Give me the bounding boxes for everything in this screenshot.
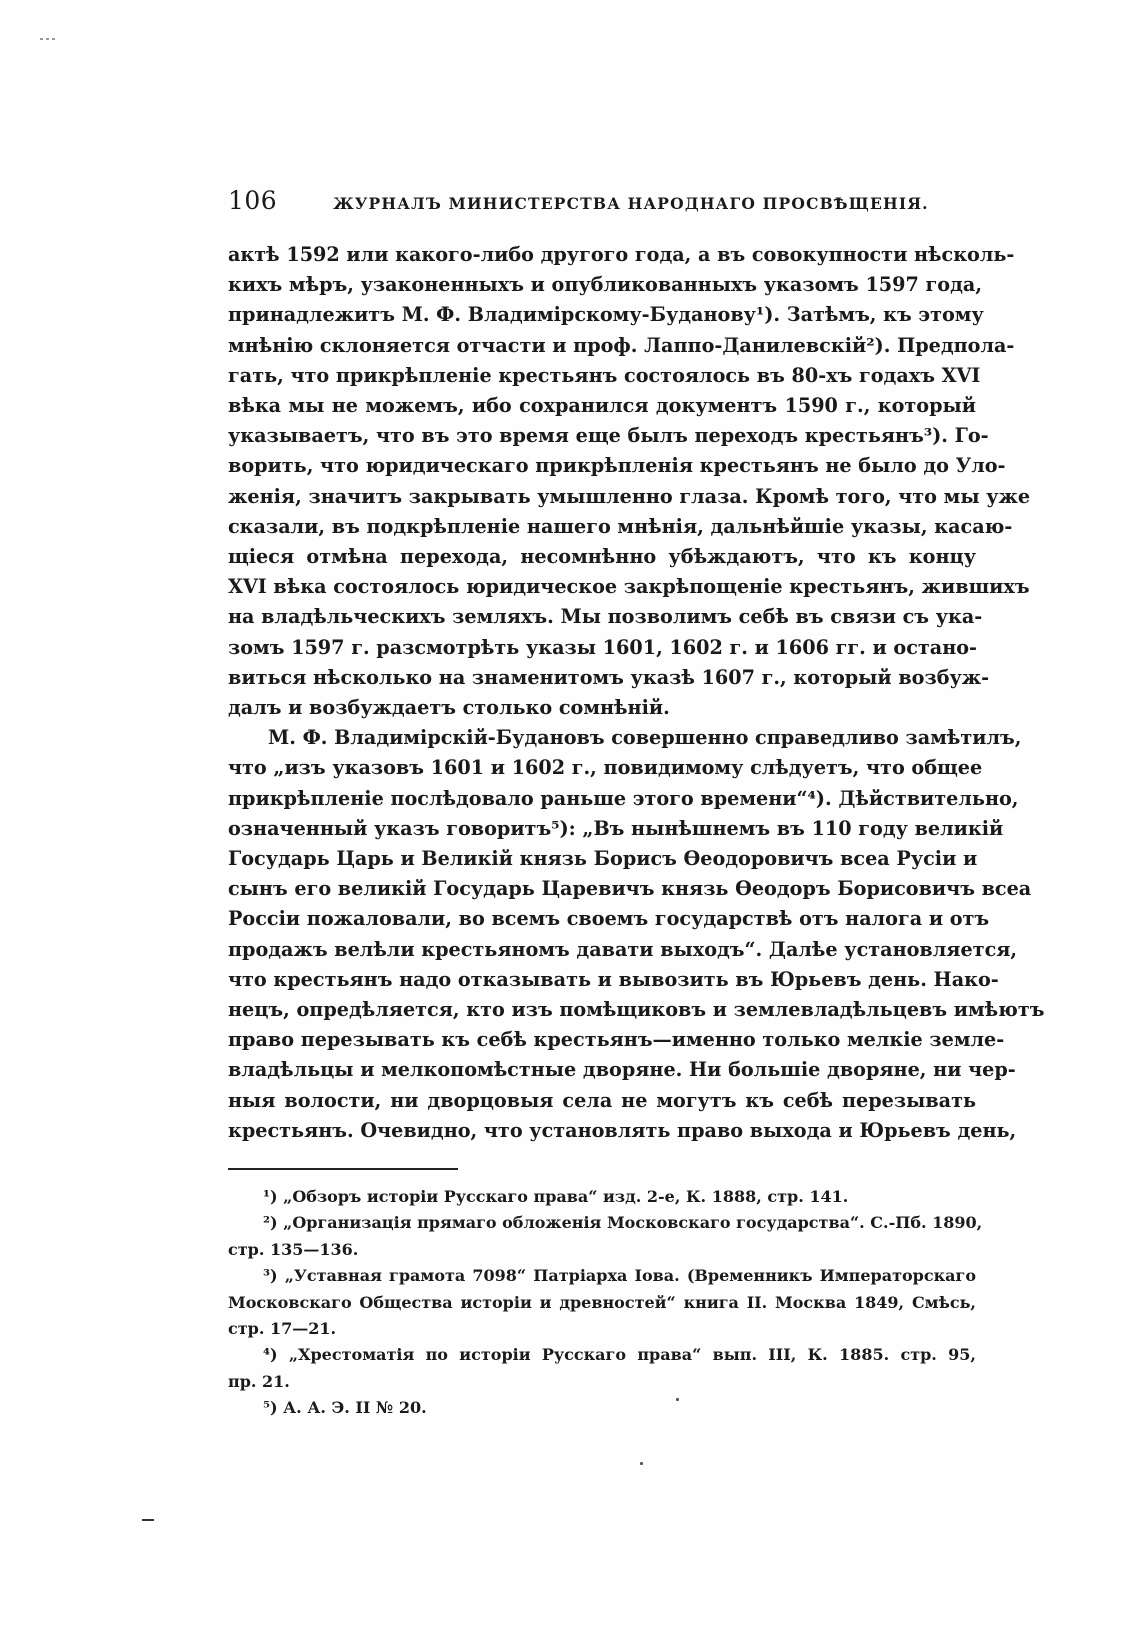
text-line: актѣ 1592 или какого-либо другого года, а въ совокупности нѣсколь- (228, 243, 1015, 266)
text-line: указываетъ, что въ это время еще былъ переходъ крестьянъ³). Го- (228, 424, 989, 448)
text-line: ворить, что юридическаго прикрѣпленія крестьянъ не было до Уло- (228, 454, 1006, 478)
text-line: гать, что прикрѣпленіе крестьянъ состоялось въ 80-хъ годахъ XVI (228, 363, 981, 387)
scan-speck (640, 1462, 643, 1465)
paragraph (228, 240, 1031, 723)
text-line: владѣльцы и мелкопомѣстные дворяне. Ни большіе дворяне, ни чер- (228, 1058, 1016, 1082)
scan-corner-mark (40, 38, 56, 40)
page-number: 106 (228, 186, 278, 215)
footnote-line: пр. 21. (228, 1371, 290, 1391)
text-line: на владѣльческихъ земляхъ. Мы позволимъ себѣ въ связи съ ука- (228, 605, 983, 629)
text-line: право перезывать къ себѣ крестьянъ—именно только мелкіе земле- (228, 1028, 1005, 1052)
text-line: женія, значитъ закрывать умышленно глаза. Кромѣ того, что мы уже (228, 484, 1031, 508)
footnote-line: ⁵) А. А. Э. II № 20. (263, 1398, 427, 1418)
footnote-line: Московскаго Общества исторіи и древностей“ книга II. Москва 1849, Смѣсь, (228, 1292, 976, 1312)
scan-speck (676, 1398, 679, 1401)
footnote (228, 1395, 976, 1421)
footnotes (228, 1184, 983, 1422)
text-line: сынъ его великій Государь Царевичъ князь Ѳеодоръ Борисовичъ всеа (228, 877, 1032, 901)
page-header (228, 186, 976, 220)
footnote (228, 1263, 976, 1342)
scan-edge-mark (142, 1519, 154, 1521)
text-line: XVI вѣка состоялось юридическое закрѣпощеніе крестьянъ, жившихъ (228, 575, 1030, 599)
text-line: крестьянъ. Очевидно, что установлять право выхода и Юрьевъ день, (228, 1118, 1017, 1142)
text-line: что „изъ указовъ 1601 и 1602 г., повидимому слѣдуетъ, что общее (228, 756, 983, 780)
footnote-separator (228, 1168, 458, 1170)
footnote (228, 1210, 983, 1263)
footnote-line: ³) „Уставная грамота 7098“ Патріарха Іова. (Временникъ Императорскаго (263, 1266, 976, 1286)
text-line: нецъ, опредѣляется, кто изъ помѣщиковъ и землевладѣльцевъ имѣютъ (228, 998, 1045, 1022)
text-line: вѣка мы не можемъ, ибо сохранился документъ 1590 г., который (228, 394, 976, 418)
text-line: зомъ 1597 г. разсмотрѣть указы 1601, 1602 г. и 1606 гг. и остано- (228, 635, 978, 659)
body-text (228, 240, 1045, 1146)
text-line: ныя волости, ни дворцовыя села не могутъ къ себѣ перезывать (228, 1088, 976, 1112)
footnote-line: ⁴) „Хрестоматія по исторіи Русскаго права“ вып. III, К. 1885. стр. 95, (263, 1345, 976, 1365)
text-line: продажъ велѣли крестьяномъ давати выходъ“. Далѣе установляется, (228, 937, 1018, 961)
footnote-line: стр. 17—21. (228, 1319, 337, 1339)
running-title: ЖУРНАЛЪ МИНИСТЕРСТВА НАРОДНАГО ПРОСВѢЩЕНІЯ. (333, 194, 929, 213)
text-line: означенный указъ говоритъ⁵): „Въ нынѣшнемъ въ 110 году великій (228, 816, 1004, 840)
text-line: щіеся отмѣна перехода, несомнѣнно убѣждаютъ, что къ концу (228, 545, 976, 569)
text-line: кихъ мѣръ, узаконенныхъ и опубликованныхъ указомъ 1597 года, (228, 273, 982, 297)
text-line: М. Ф. Владимірскій-Будановъ совершенно справедливо замѣтилъ, (268, 726, 1022, 750)
text-line: принадлежитъ М. Ф. Владимірскому-Буданову¹). Затѣмъ, къ этому (228, 303, 984, 327)
footnote-line: ²) „Организація прямаго обложенія Московскаго государства“. С.-Пб. 1890, (263, 1213, 983, 1233)
footnote (228, 1184, 976, 1210)
text-line: что крестьянъ надо отказывать и вывозить въ Юрьевъ день. Нако- (228, 967, 999, 991)
footnote-line: стр. 135—136. (228, 1239, 359, 1259)
text-line: виться нѣсколько на знаменитомъ указѣ 1607 г., который возбуж- (228, 665, 990, 689)
footnote-line: ¹) „Обзоръ исторіи Русскаго права“ изд. 2-е, К. 1888, стр. 141. (263, 1187, 849, 1206)
text-line: мнѣнію склоняется отчасти и проф. Лаппо-Данилевскій²). Предпола- (228, 333, 1015, 357)
text-line: сказали, въ подкрѣпленіе нашего мнѣнія, дальнѣйшіе указы, касаю- (228, 514, 1013, 538)
text-line: Россіи пожаловали, во всемъ своемъ государствѣ отъ налога и отъ (228, 907, 990, 931)
paragraph (228, 723, 1045, 1146)
text-line: прикрѣпленіе послѣдовало раньше этого времени“⁴). Дѣйствительно, (228, 786, 1019, 810)
footnote (228, 1342, 976, 1395)
text-line: Государь Царь и Великій князь Борисъ Ѳеодоровичъ всеа Русіи и (228, 847, 978, 871)
text-line: далъ и возбуждаетъ столько сомнѣній. (228, 696, 670, 720)
